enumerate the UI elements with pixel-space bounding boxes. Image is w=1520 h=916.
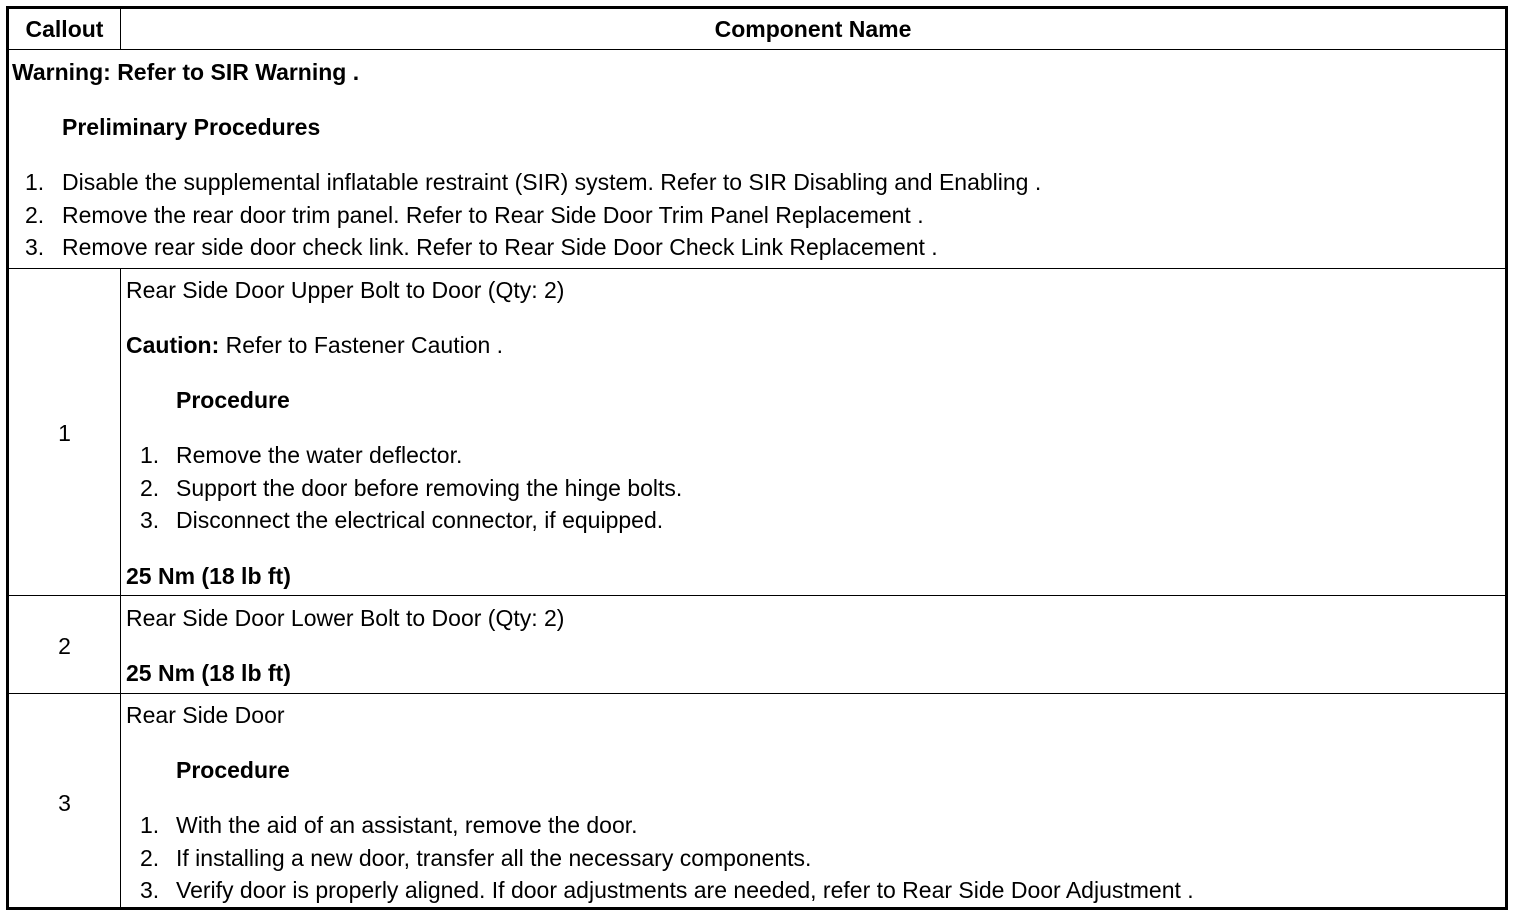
preliminary-heading: Preliminary Procedures: [62, 114, 321, 140]
component-table: [6, 6, 1508, 910]
row1-step-text: Remove the water deflector.: [176, 442, 463, 468]
row1-step-num: 2.: [140, 475, 160, 501]
row3-component: Rear Side Door: [126, 702, 285, 728]
row1-torque: 25 Nm (18 lb ft): [126, 563, 291, 589]
row2-callout: 2: [58, 633, 71, 659]
row3-step-text: With the aid of an assistant, remove the door.: [176, 812, 638, 838]
row1-callout: 1: [58, 420, 71, 446]
row1-procedure-heading: Procedure: [176, 387, 290, 413]
row3-step-num: 2.: [140, 845, 160, 871]
row1-step-num: 3.: [140, 507, 160, 533]
row3-step-num: 3.: [140, 877, 160, 903]
header-callout: Callout: [25, 16, 104, 42]
intro-step-num: 3.: [25, 234, 45, 260]
row3-step-num: 1.: [140, 812, 160, 838]
intro-step-num: 2.: [25, 202, 45, 228]
intro-step-num: 1.: [25, 169, 45, 195]
intro-step-text: Disable the supplemental inflatable restraint (SIR) system. Refer to SIR Disabling and Enabling .: [62, 169, 1042, 195]
row2-component: Rear Side Door Lower Bolt to Door (Qty: 2): [126, 605, 565, 631]
intro-step-text: Remove rear side door check link. Refer to Rear Side Door Check Link Replacement .: [62, 234, 938, 260]
row1-component: Rear Side Door Upper Bolt to Door (Qty: 2): [126, 277, 565, 303]
row1-step-text: Disconnect the electrical connector, if equipped.: [176, 507, 664, 533]
row1-caution: [126, 331, 503, 359]
intro-divider: [9, 268, 1505, 269]
row2-divider: [9, 693, 1505, 694]
header-divider: [9, 49, 1505, 50]
row3-procedure-heading: Procedure: [176, 757, 290, 783]
caution-label: Caution:: [126, 332, 220, 358]
header-component-name: Component Name: [714, 16, 912, 42]
row3-step-text: Verify door is properly aligned. If door adjustments are needed, refer to Rear Side Door Adjustment .: [176, 877, 1194, 903]
warning-text: Refer to SIR Warning .: [117, 59, 360, 85]
row3-step-text: If installing a new door, transfer all the necessary components.: [176, 845, 812, 871]
warning-label: Warning:: [12, 59, 111, 85]
column-divider: [120, 268, 121, 910]
row1-step-num: 1.: [140, 442, 160, 468]
row3-callout: 3: [58, 790, 71, 816]
intro-step-text: Remove the rear door trim panel. Refer to Rear Side Door Trim Panel Replacement .: [62, 202, 924, 228]
row2-torque: 25 Nm (18 lb ft): [126, 660, 291, 686]
caution-text: Refer to Fastener Caution .: [225, 332, 504, 358]
row1-divider: [9, 595, 1505, 596]
row1-step-text: Support the door before removing the hinge bolts.: [176, 475, 683, 501]
warning-line: [12, 58, 359, 86]
